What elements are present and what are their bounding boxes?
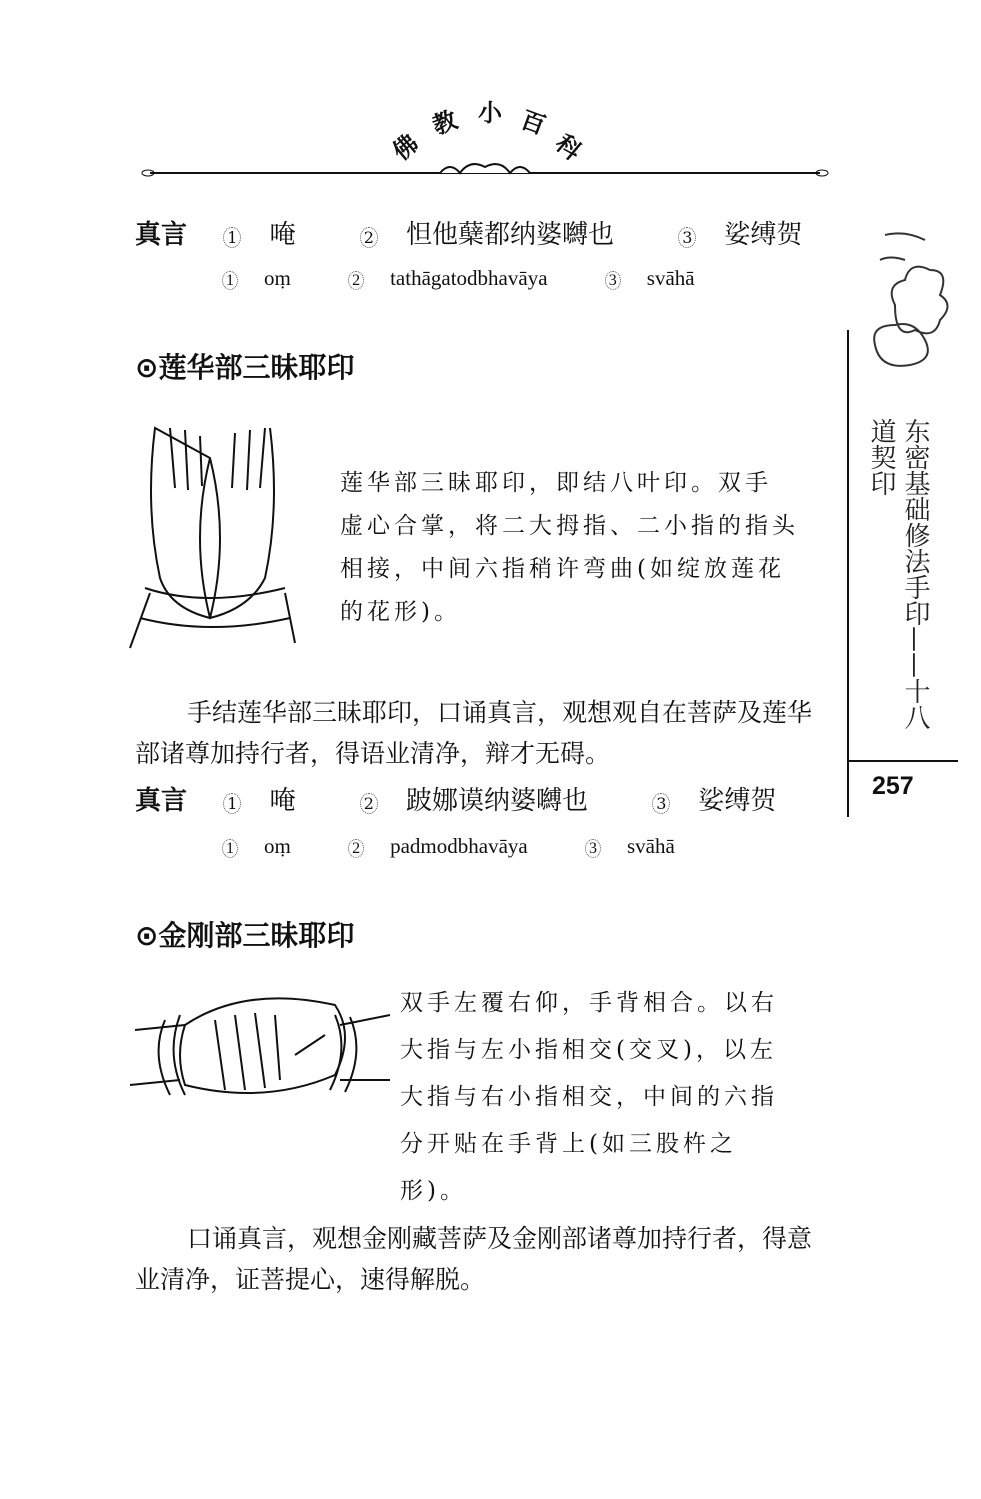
sidebar-rule [847, 330, 849, 817]
mantra-syllable: 唵 [269, 220, 296, 250]
item-number: 2 [348, 839, 364, 858]
page-number: 257 [872, 772, 914, 800]
desc-line: 形)。 [400, 1178, 467, 1204]
mudra-description [400, 980, 830, 1215]
item-number: 1 [222, 271, 238, 290]
mantra-syllable: tathāgatodbhavāya [390, 266, 548, 290]
vajra-mudra-illustration [125, 985, 395, 1125]
mantra-chinese [135, 214, 858, 251]
mantra-syllable: 唵 [269, 786, 296, 816]
item-number: 3 [605, 271, 621, 290]
item-number: 1 [222, 839, 238, 858]
mantra-chinese [135, 780, 832, 817]
mantra-syllable: 怛他蘖都纳婆嚩也 [405, 220, 614, 250]
lotus-mudra-illustration [125, 418, 310, 653]
mantra-syllable: svāhā [626, 834, 675, 858]
desc-line: 大指与右小指相交，中间的六指 [400, 1084, 778, 1110]
item-number: 3 [652, 793, 670, 814]
item-number: 2 [348, 271, 364, 290]
desc-line: 的花形)。 [340, 599, 461, 625]
mantra-syllable: padmodbhavāya [390, 834, 528, 858]
header-char: 百 [517, 104, 550, 141]
desc-line: 双手左覆右仰，手背相合。以右 [400, 990, 778, 1016]
chapter-subtitle: 道契印 [866, 418, 896, 496]
mantra-syllable: svāhā [646, 266, 695, 290]
mantra-syllable: oṃ [264, 834, 291, 858]
header-char: 小 [478, 98, 502, 127]
header-char: 教 [428, 104, 461, 141]
header-char: 佛 [386, 128, 424, 166]
mantra-romanized [222, 266, 747, 291]
item-number: 1 [223, 793, 241, 814]
cloud-ornament-icon [855, 215, 950, 375]
item-number: 3 [585, 839, 601, 858]
mantra-label: 真言 [135, 220, 188, 250]
sidebar-divider [848, 760, 958, 762]
ornamental-rule [140, 155, 830, 185]
chapter-title: 东密基础修法手印——十八 [900, 418, 930, 730]
item-number: 3 [678, 227, 696, 248]
body-paragraph: 口诵真言，观想金刚藏菩萨及金刚部诸尊加持行者，得意业清净，证菩提心，速得解脱。 [135, 1224, 813, 1294]
section-heading: ⊙莲华部三昧耶印 [135, 351, 355, 384]
mantra-syllable: 娑缚贺 [724, 220, 803, 250]
item-number: 2 [360, 793, 378, 814]
desc-line: 莲华部三昧耶印，即结八叶印。双手 [340, 470, 772, 496]
desc-line: 虚心合掌，将二大拇指、二小指的指头 [340, 513, 799, 539]
item-number: 2 [360, 227, 378, 248]
mudra-description [340, 462, 830, 634]
desc-line: 大指与左小指相交(交叉)，以左 [400, 1037, 777, 1063]
mantra-syllable: 娑缚贺 [698, 786, 777, 816]
desc-line: 分开贴在手背上(如三股杵之 [400, 1131, 737, 1157]
desc-line: 相接，中间六指稍许弯曲(如绽放莲花 [340, 556, 785, 582]
body-paragraph: 手结莲华部三昧耶印，口诵真言，观想观自在菩萨及莲华部诸尊加持行者，得语业清净，辩才无碍。 [135, 698, 813, 768]
mantra-syllable: 跛娜谟纳婆嚩也 [405, 786, 588, 816]
header-char: 科 [550, 128, 588, 166]
mantra-label: 真言 [135, 786, 188, 816]
mantra-syllable: oṃ [264, 266, 291, 290]
mantra-romanized [222, 834, 727, 859]
section-heading: ⊙金刚部三昧耶印 [135, 919, 355, 952]
item-number: 1 [223, 227, 241, 248]
